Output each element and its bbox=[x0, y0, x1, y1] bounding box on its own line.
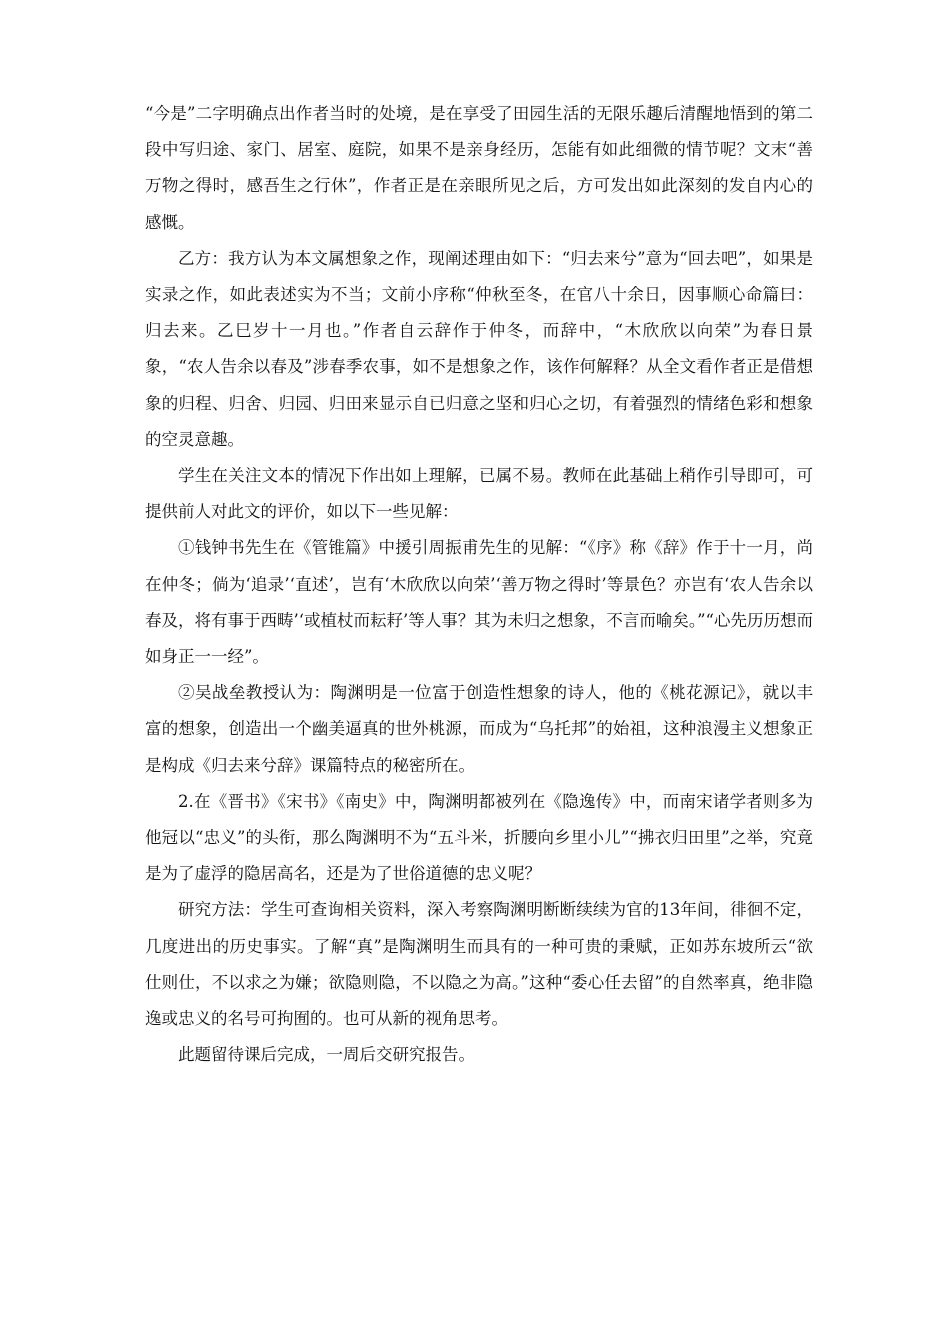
paragraph-research-method: 研究方法：学生可查询相关资料，深入考察陶渊明断断续续为官的13年间，徘徊不定，几度进出的历史事实。了解“真”是陶渊明生而具有的一种可贵的秉赋，正如苏东坡所云“欲仕则仕，不以求之为嫌；欲隐则隐，不以隐之为高。”这种“委心任去留”的自然率真，绝非隐逸或忠义的名号可拘囿的。也可从新的视角思考。 bbox=[145, 900, 813, 1029]
paragraph-wu-zhanlei-view: ②吴战垒教授认为：陶渊明是一位富于创造性想象的诗人，他的《桃花源记》，就以丰富的想象，创造出一个幽美逼真的世外桃源，而成为“乌托邦”的始祖，这种浪漫主义想象正是构成《归去来兮辞》课篇特点的秘密所在。 bbox=[145, 683, 813, 775]
paragraph-side-b-argument: 乙方：我方认为本文属想象之作，现阐述理由如下：“归去来兮”意为“回去吧”，如果是实录之作，如此表述实为不当；文前小序称“仲秋至冬，在官八十余日，因事顺心命篇曰：归去来。乙巳岁十一月也。”作者自云辞作于仲冬，而辞中，“木欣欣以向荣”为春日景象，“农人告余以春及”涉春季农事，如不是想象之作，该作何解释？从全文看作者正是借想象的归程、归舍、归园、归田来显示自已归意之坚和归心之切，有着强烈的情绪色彩和想象的空灵意趣。 bbox=[145, 248, 813, 449]
document-page bbox=[145, 96, 813, 1073]
paragraph-qian-zhongshu-view: ①钱钟书先生在《管锥篇》中援引周振甫先生的见解：“《序》称《辞》作于十一月，尚在仲冬；倘为‘追录’‘直述’，岂有‘木欣欣以向荣’‘善万物之得时’等景色？亦岂有‘农人告余以春及，将有事于西畴’‘或植杖而耘耔’等人事？其为未归之想象，不言而喻矣。”“心先历历想而如身正一一经”。 bbox=[145, 538, 813, 667]
paragraph-teacher-guidance: 学生在关注文本的情况下作出如上理解，已属不易。教师在此基础上稍作引导即可，可提供前人对此文的评价，如以下一些见解： bbox=[145, 466, 813, 522]
paragraph-homework-note: 此题留待课后完成，一周后交研究报告。 bbox=[178, 1045, 475, 1065]
paragraph-continuation: “今是”二字明确点出作者当时的处境，是在享受了田园生活的无限乐趣后清醒地悟到的第二段中写归途、家门、居室、庭院，如果不是亲身经历，怎能有如此细微的情节呢？文末“善万物之得时，感吾生之行休”，作者正是在亲眼所见之后，方可发出如此深刻的发自内心的感慨。 bbox=[145, 104, 813, 232]
paragraph-question-2: 2.在《晋书》《宋书》《南史》中，陶渊明都被列在《隐逸传》中，而南宋诸学者则多为他冠以“忠义”的头衔，那么陶渊明不为“五斗米，折腰向乡里小儿”“拂衣归田里”之举，究竟是为了虚浮的隐居高名，还是为了世俗道德的忠义呢？ bbox=[145, 791, 813, 884]
